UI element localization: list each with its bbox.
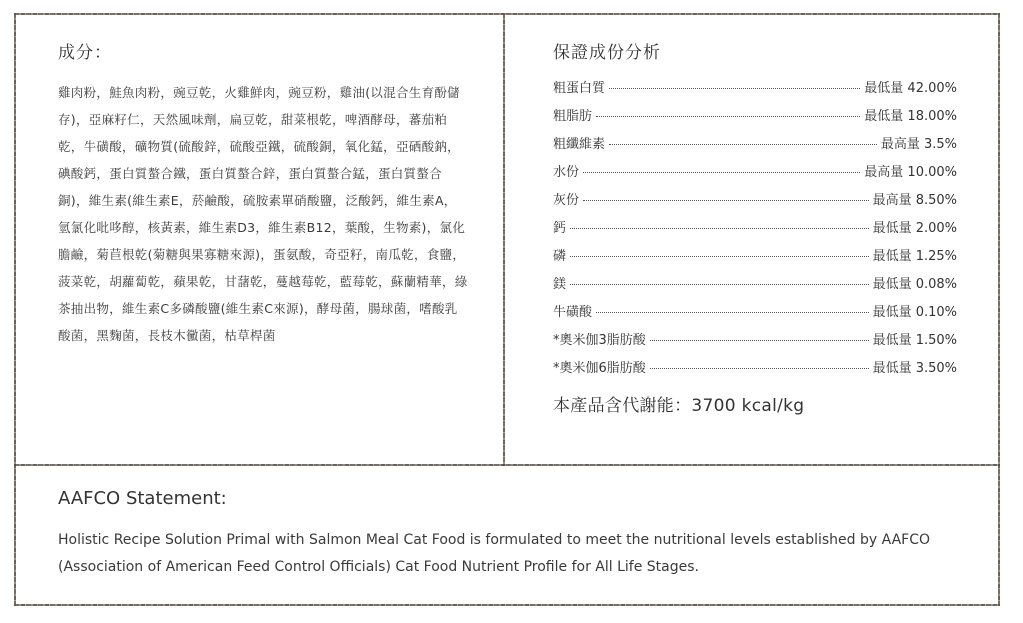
dotted-leader	[583, 200, 869, 201]
dotted-leader	[596, 312, 869, 313]
dotted-leader	[650, 340, 869, 341]
analysis-row-value: 最高量 10.00%	[864, 165, 957, 180]
dotted-leader	[596, 116, 860, 117]
analysis-row	[553, 161, 957, 189]
analysis-row	[553, 105, 957, 133]
analysis-row-name: 水份	[553, 165, 580, 180]
analysis-row	[553, 245, 957, 273]
analysis-row	[553, 133, 957, 161]
analysis-row	[553, 77, 957, 105]
analysis-row-name: 粗蛋白質	[553, 81, 606, 96]
analysis-table	[553, 77, 957, 385]
dotted-leader	[650, 368, 869, 369]
analysis-row	[553, 357, 957, 385]
analysis-row-name: 鎂	[553, 277, 567, 292]
aafco-line-2: (Association of American Feed Control Officials) Cat Food Nutrient Profile for All Life Stages.	[58, 559, 699, 575]
ingredients-text: 雞肉粉，鮭魚肉粉，豌豆乾，火雞鮮肉，豌豆粉，雞油(以混合生育酚儲存)，亞麻籽仁，天然風味劑，扁豆乾，甜菜根乾，啤酒酵母，蕃茄粕乾，牛磺酸，礦物質(硫酸鋅，硫酸亞鐵，硫酸銅，氧化錳，亞硒酸鈉，碘酸鈣，蛋白質螯合鐵，蛋白質螯合鋅，蛋白質螯合錳，蛋白質螯合銅)，維生素(維生素E，菸鹼酸，硫胺素單硝酸鹽，泛酸鈣，維生素A，氫氯化吡哆醇，核黃素，維生素D3，維生素B12，葉酸，生物素)，氯化膽鹼，菊苣根乾(菊糖與果寡糖來源)，蛋氨酸，奇亞籽，南瓜乾，食鹽，菠菜乾，胡蘿蔔乾，蘋果乾，甘藷乾，蔓越莓乾，藍莓乾，蘇蘭精華，綠茶抽出物，維生素C多磷酸鹽(維生素C來源)，酵母菌，腸球菌，嗜酸乳酸菌，黑麴菌，長枝木黴菌，枯草桿菌	[58, 85, 468, 343]
frame-left-border	[14, 13, 16, 606]
aafco-line-1: Holistic Recipe Solution Primal with Salmon Meal Cat Food is formulated to meet the nutritional levels established by AAFCO	[58, 532, 930, 548]
guaranteed-analysis-panel	[553, 38, 957, 416]
aafco-statement-panel	[58, 488, 958, 581]
analysis-row-name: 磷	[553, 249, 567, 264]
analysis-row-name: 粗纖維素	[553, 137, 606, 152]
analysis-row	[553, 301, 957, 329]
frame-middle-border	[14, 464, 1000, 466]
frame-center-divider	[503, 13, 505, 466]
analysis-row	[553, 217, 957, 245]
dotted-leader	[609, 144, 877, 145]
analysis-row-name: 鈣	[553, 221, 567, 236]
analysis-row-name: *奧米伽6脂肪酸	[553, 361, 646, 376]
analysis-row-value: 最高量 8.50%	[872, 193, 957, 208]
analysis-row-name: 牛磺酸	[553, 305, 593, 320]
analysis-row-name: *奧米伽3脂肪酸	[553, 333, 646, 348]
analysis-title: 保證成份分析	[553, 43, 661, 63]
frame-top-border	[14, 13, 1000, 15]
dotted-leader	[570, 256, 869, 257]
analysis-row	[553, 329, 957, 357]
analysis-row-value: 最低量 2.00%	[872, 221, 957, 236]
analysis-row-value: 最低量 1.50%	[872, 333, 957, 348]
analysis-row-value: 最低量 0.08%	[872, 277, 957, 292]
analysis-row-value: 最低量 18.00%	[864, 109, 957, 124]
analysis-row	[553, 189, 957, 217]
analysis-row-value: 最低量 1.25%	[872, 249, 957, 264]
ingredients-panel	[58, 38, 468, 349]
dotted-leader	[570, 228, 869, 229]
analysis-row-value: 最低量 0.10%	[872, 305, 957, 320]
aafco-text	[58, 527, 958, 581]
metabolizable-energy: 本產品含代謝能：3700 kcal/kg	[553, 396, 805, 416]
analysis-row-value: 最低量 42.00%	[864, 81, 957, 96]
frame-right-border	[998, 13, 1000, 606]
analysis-row-value: 最高量 3.5%	[880, 137, 957, 152]
analysis-row-name: 灰份	[553, 193, 580, 208]
frame-bottom-border	[14, 604, 1000, 606]
aafco-title: AAFCO Statement:	[58, 488, 227, 509]
dotted-leader	[609, 88, 860, 89]
dotted-leader	[583, 172, 860, 173]
analysis-row-name: 粗脂肪	[553, 109, 593, 124]
analysis-row-value: 最低量 3.50%	[872, 361, 957, 376]
ingredients-title: 成分：	[58, 43, 112, 63]
dotted-leader	[570, 284, 869, 285]
analysis-row	[553, 273, 957, 301]
